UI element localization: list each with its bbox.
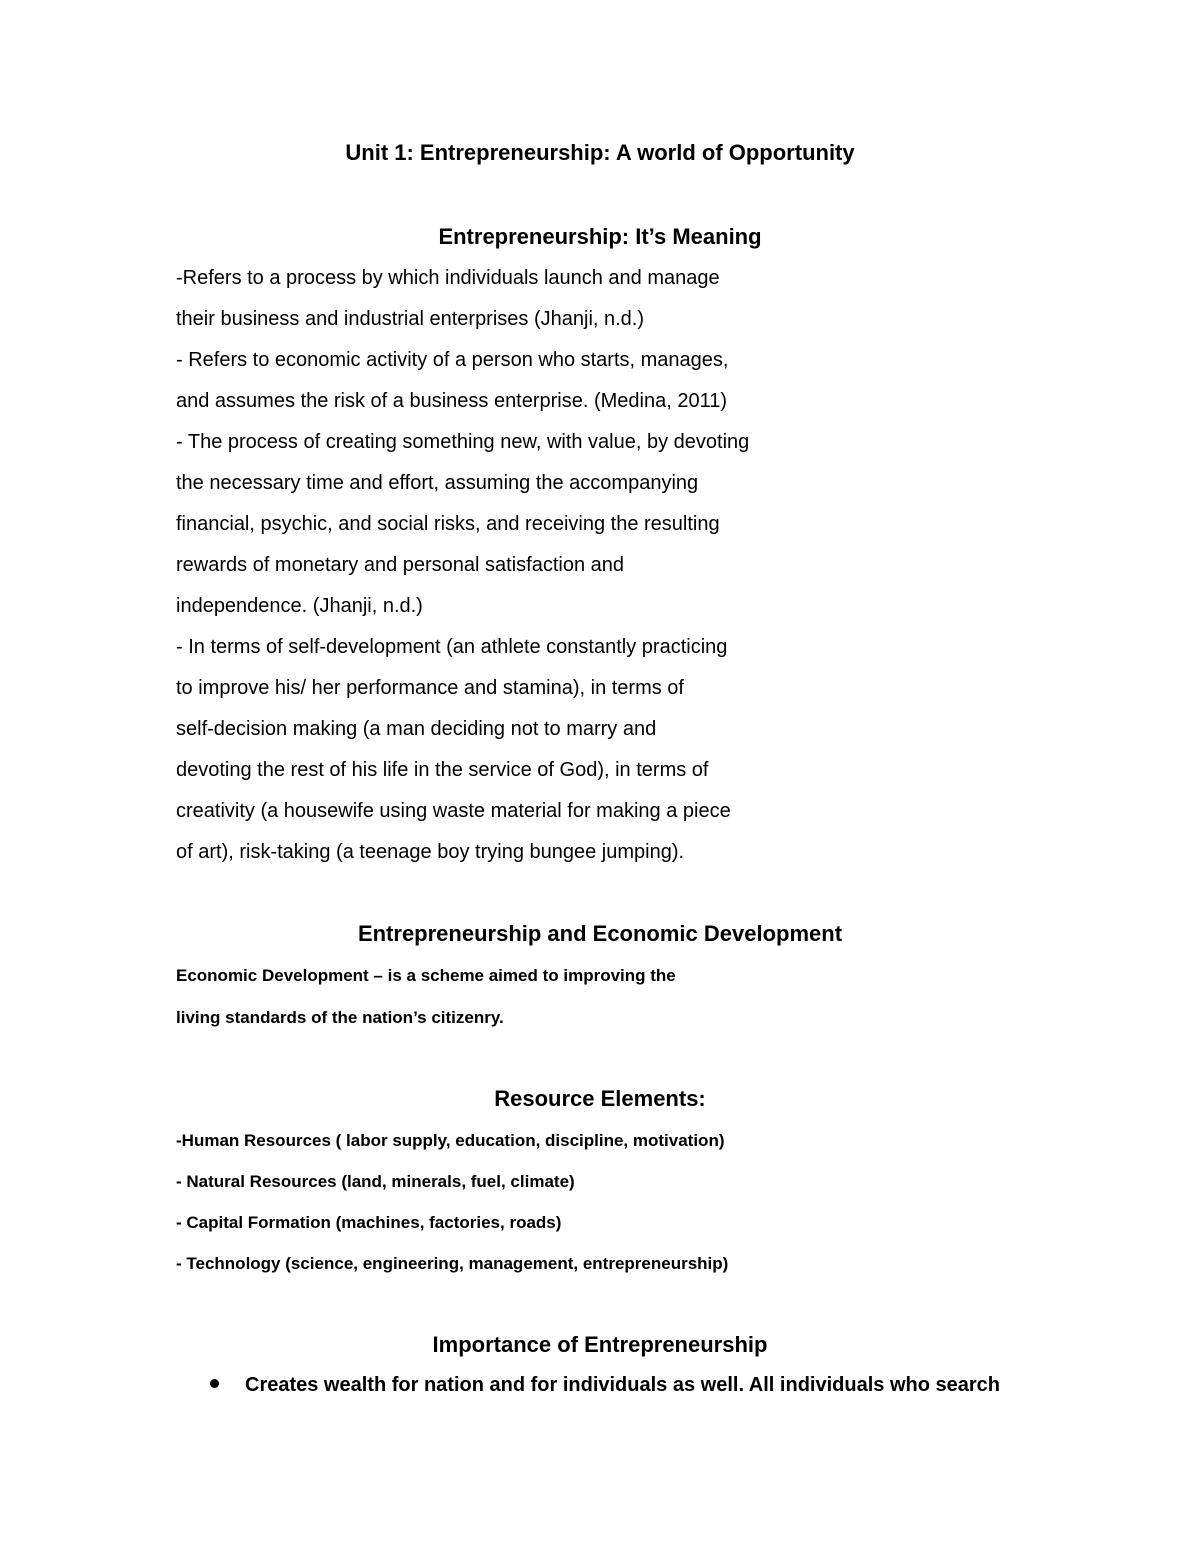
meaning-line: devoting the rest of his life in the service of God), in terms of: [176, 759, 709, 781]
resource-line: - Capital Formation (machines, factories, roads): [176, 1213, 562, 1232]
economic-line: living standards of the nation’s citizenry.: [176, 1008, 504, 1027]
bullet-icon: [210, 1379, 219, 1388]
economic-line: Economic Development – is a scheme aimed to improving the: [176, 966, 676, 985]
meaning-line: and assumes the risk of a business enterprise. (Medina, 2011): [176, 390, 728, 412]
meaning-line: - The process of creating something new, with value, by devoting: [176, 431, 750, 453]
section-heading-importance: Importance of Entrepreneurship: [432, 1332, 768, 1357]
meaning-line: their business and industrial enterprises (Jhanji, n.d.): [176, 308, 645, 330]
meaning-line: independence. (Jhanji, n.d.): [176, 595, 423, 617]
section-heading-resource-elements: Resource Elements:: [494, 1086, 706, 1111]
meaning-line: to improve his/ her performance and stamina), in terms of: [176, 677, 684, 699]
meaning-line: - In terms of self-development (an athlete constantly practicing: [176, 636, 728, 658]
meaning-line: of art), risk-taking (a teenage boy trying bungee jumping).: [176, 841, 685, 863]
section-heading-meaning: Entrepreneurship: It’s Meaning: [438, 224, 762, 249]
meaning-line: financial, psychic, and social risks, and receiving the resulting: [176, 513, 720, 535]
resource-line: - Technology (science, engineering, management, entrepreneurship): [176, 1254, 729, 1273]
meaning-line: creativity (a housewife using waste material for making a piece: [176, 800, 731, 822]
meaning-line: rewards of monetary and personal satisfaction and: [176, 554, 625, 576]
section-heading-economic-development: Entrepreneurship and Economic Development: [357, 921, 843, 946]
resource-line: - Natural Resources (land, minerals, fuel, climate): [176, 1172, 575, 1191]
importance-bullet-text: Creates wealth for nation and for individuals as well. All individuals who search: [245, 1374, 1000, 1396]
document-title: Unit 1: Entrepreneurship: A world of Opportunity: [345, 140, 855, 165]
resource-line: -Human Resources ( labor supply, education, discipline, motivation): [176, 1131, 725, 1150]
importance-bullet-item: [210, 1371, 1000, 1399]
meaning-line: - Refers to economic activity of a person who starts, manages,: [176, 349, 729, 371]
meaning-line: the necessary time and effort, assuming the accompanying: [176, 472, 699, 494]
meaning-line: self-decision making (a man deciding not to marry and: [176, 718, 657, 740]
meaning-line: -Refers to a process by which individuals launch and manage: [176, 267, 720, 289]
